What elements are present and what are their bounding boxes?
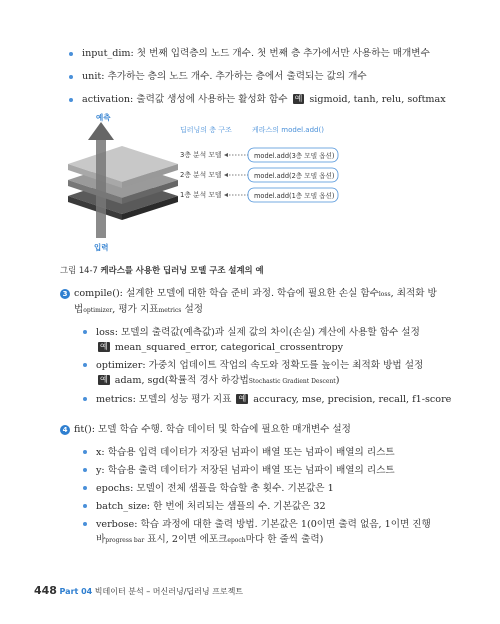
example-badge: 예 — [100, 342, 108, 351]
bullet-text: accuracy, mse, precision, recall, f1-score — [250, 394, 452, 405]
compile-heading — [60, 286, 470, 303]
heading-tail: , 최적화 방 — [390, 288, 437, 299]
bullet-text: loss: 모델의 출력값(예측값)과 실제 값의 차이(손실) 계산에 사용할 함수 설정 — [96, 327, 420, 338]
parameter-list — [68, 48, 468, 117]
list-item — [82, 326, 470, 339]
list-item — [68, 94, 468, 106]
list-item-cont — [82, 374, 470, 388]
bullet-text: optimizer: 가중치 업데이트 작업의 속도와 정확도를 높이는 최적화 방법 설정 — [96, 360, 424, 371]
compile-heading-cont — [60, 303, 470, 318]
fit-param-list — [82, 446, 470, 547]
figure-keras-model — [60, 108, 440, 258]
bullet-text: x: 학습용 입력 데이터가 저장된 넘파이 배열 또는 넘파이 배열의 리스트 — [96, 447, 395, 458]
subscript: optimizer — [83, 307, 113, 314]
subscript: Stochastic Gradient Descent — [248, 378, 336, 385]
fit-heading — [60, 422, 470, 438]
subscript: progress bar — [105, 537, 145, 544]
text: 바 — [96, 534, 106, 545]
bullet-text: epochs: 모델이 전체 샘플을 학습할 총 횟수. 기본값은 1 — [96, 483, 334, 494]
list-item — [68, 71, 468, 83]
caption-text: 케라스를 사용한 딥러닝 모델 구조 설계의 예 — [100, 265, 264, 275]
heading-text: fit(): 모델 학습 수행. 학습 데이터 및 학습에 필요한 매개변수 설정 — [74, 424, 351, 435]
example-badge: 예 — [238, 394, 247, 403]
code-box-2: model.add(2층 모델 옵션) — [254, 172, 335, 180]
bullet-text: verbose: 학습 과정에 대한 출력 방법. 기본값은 1(0이면 출력 없음, 1이면 진행 — [96, 519, 431, 530]
list-item — [82, 500, 470, 513]
caption-number: 그림 14-7 — [60, 265, 98, 275]
step-number-badge: 4 — [60, 425, 70, 435]
structure-title: 딥러닝의 층 구조 — [180, 126, 232, 134]
bullet-text: activation: 출력값 생성에 사용하는 활성화 함수 — [82, 94, 291, 105]
step-number-badge: 3 — [60, 289, 70, 299]
subscript: metrics — [158, 307, 182, 314]
layer-label-1: 1층 분석 모델 — [180, 191, 222, 199]
code-box-1: model.add(1층 모델 옵션) — [254, 192, 335, 200]
bullet-text: input_dim: 첫 번째 입력층의 노드 개수. 첫 번째 층 추가에서만 사용하는 매개변수 — [82, 48, 430, 59]
layer-label-3: 3층 분석 모델 — [180, 151, 222, 159]
example-badge: 예 — [100, 375, 108, 384]
compile-param-list — [82, 326, 470, 406]
page-number: 448 — [34, 584, 57, 597]
text: 마다 한 줄씩 출력) — [245, 534, 324, 545]
text: mean_squared_error, categorical_crossentropy — [111, 342, 344, 353]
text: 설정 — [181, 304, 203, 315]
text: ) — [335, 375, 340, 386]
compile-section — [60, 286, 470, 411]
text: adam, sgd(확률적 경사 하강법 — [111, 375, 249, 386]
heading-text: compile(): 설계한 모델에 대한 학습 준비 과정. 학습에 필요한 손실 함수 — [74, 288, 379, 299]
part-title: 빅데이터 분석 – 머신러닝/딥러닝 프로젝트 — [94, 587, 244, 596]
code-title: 케라스의 model.add() — [252, 126, 324, 134]
code-box-3: model.add(3층 모델 옵션) — [254, 152, 335, 160]
list-item-cont — [82, 533, 470, 547]
text: 법 — [74, 304, 84, 315]
list-item-cont — [82, 341, 470, 354]
list-item — [82, 446, 470, 459]
text: , 평가 지표 — [112, 304, 159, 315]
layer-diagram — [60, 108, 440, 258]
bullet-text: y: 학습용 출력 데이터가 저장된 넘파이 배열 또는 넘파이 배열의 리스트 — [96, 465, 395, 476]
heading-subscript: loss — [378, 291, 391, 298]
list-item — [82, 518, 470, 531]
layer-label-2: 2층 분석 모델 — [180, 171, 222, 179]
fit-section — [60, 422, 470, 552]
output-label: 예측 — [96, 113, 111, 122]
list-item — [82, 464, 470, 477]
bullet-text: batch_size: 한 번에 처리되는 샘플의 수. 기본값은 32 — [96, 501, 326, 512]
list-item — [82, 482, 470, 495]
bullet-text: metrics: 모델의 성능 평가 지표 — [96, 394, 235, 405]
input-label: 입력 — [94, 243, 109, 252]
bullet-text: sigmoid, tanh, relu, softmax — [306, 94, 446, 105]
list-item — [68, 48, 468, 60]
text: 표시, 2이면 에포크 — [144, 534, 228, 545]
list-item — [82, 393, 470, 406]
page-footer — [34, 584, 243, 597]
part-label: Part 04 — [59, 587, 93, 596]
example-badge: 예 — [294, 94, 303, 103]
bullet-text: unit: 추가하는 층의 노드 개수. 추가하는 층에서 출력되는 값의 개수 — [82, 71, 367, 82]
figure-caption — [60, 264, 264, 276]
list-item — [82, 359, 470, 372]
subscript: epoch — [227, 537, 246, 544]
layer-stack — [68, 146, 178, 220]
